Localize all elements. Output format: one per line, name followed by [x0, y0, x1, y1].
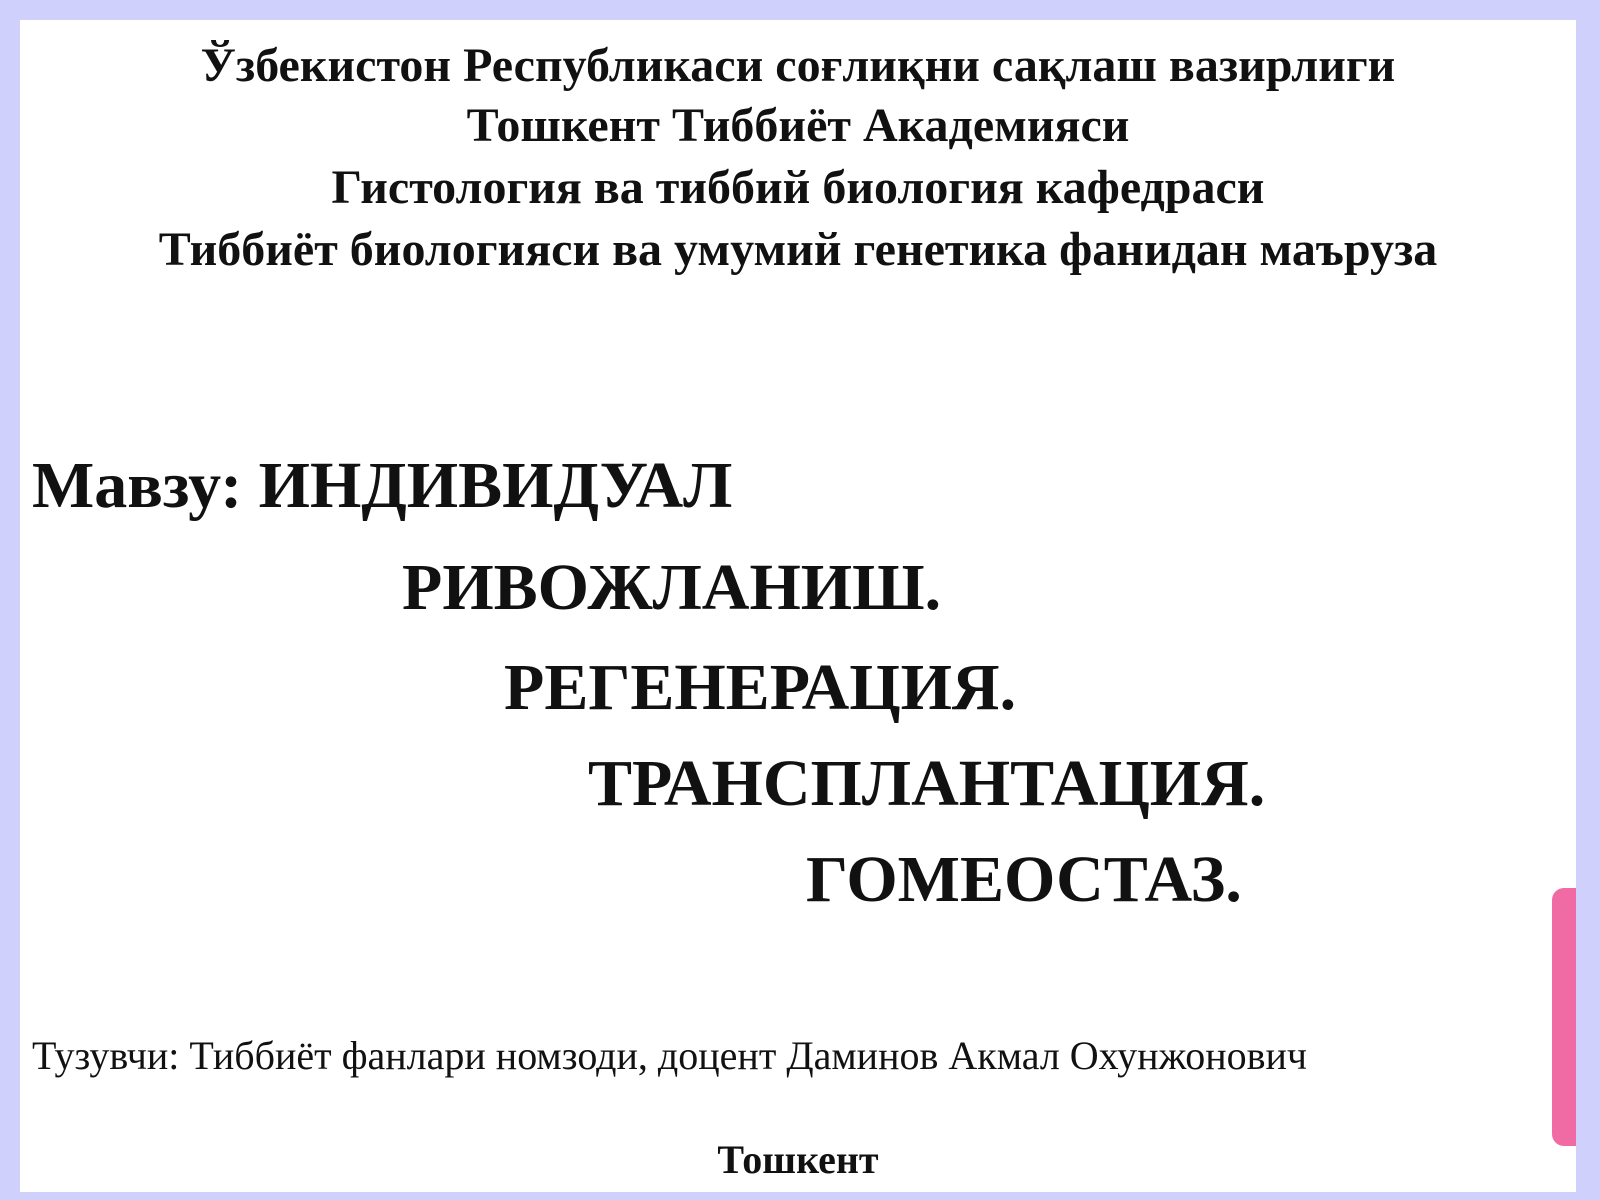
author-credit: Тузувчи: Тиббиёт фанлари номзоди, доцент Даминов Акмал Охунжонович [32, 1033, 1308, 1078]
department-title: Гистология ва тиббий биология кафедраси [331, 161, 1265, 214]
city-name: Тошкент [717, 1137, 879, 1182]
topic-line-3: РЕГЕНЕРАЦИЯ. [504, 651, 1017, 724]
side-accent-tab [1552, 888, 1576, 1146]
topic-line-2: РИВОЖЛАНИШ. [402, 551, 942, 624]
topic-line-5: ГОМЕОСТАЗ. [806, 843, 1242, 916]
title-slide [20, 20, 1576, 1192]
lecture-subject: Тиббиёт биологияси ва умумий генетика фанидан маъруза [158, 223, 1438, 276]
topic-line-1: Мавзу: ИНДИВИДУАЛ [32, 449, 733, 522]
academy-title: Тошкент Тиббиёт Академияси [466, 99, 1130, 152]
topic-line-4: ТРАНСПЛАНТАЦИЯ. [588, 747, 1266, 820]
ministry-title: Ўзбекистон Республикаси соғлиқни сақлаш вазирлиги [200, 39, 1396, 92]
